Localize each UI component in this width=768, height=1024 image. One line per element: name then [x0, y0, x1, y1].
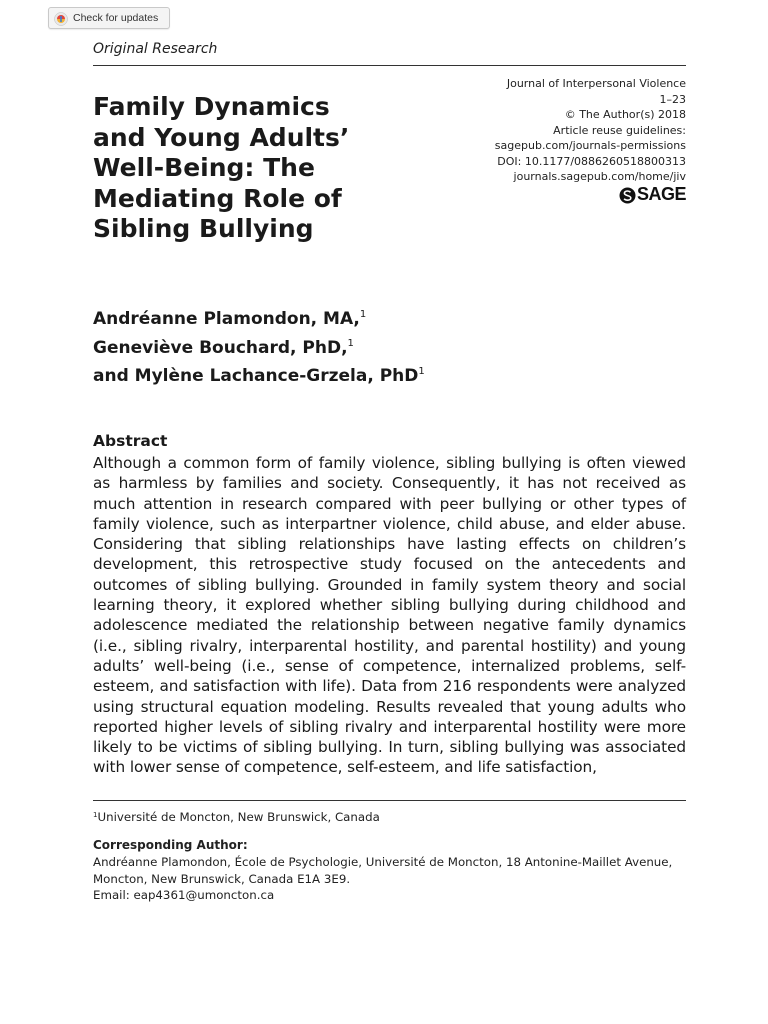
- affiliation-marker: 1: [93, 811, 98, 819]
- sage-logo: [619, 184, 686, 205]
- article-title: [93, 92, 393, 245]
- corresponding-address: Andréanne Plamondon, École de Psychologie, Université de Moncton, 18 Antonine-Maillet Avenue, Moncton, New Brunswick, Canada E1A 3E9.: [93, 855, 673, 886]
- update-badge-icon: [54, 11, 68, 25]
- journal-metadata: [495, 76, 686, 208]
- author-name: Andréanne Plamondon, MA,: [93, 309, 360, 329]
- title-line: Sibling Bullying: [93, 214, 314, 243]
- corresponding-email[interactable]: Email: eap4361@umoncton.ca: [93, 888, 275, 902]
- journal-name: Journal of Interpersonal Violence: [506, 77, 686, 90]
- title-line: and Young Adults’: [93, 122, 350, 152]
- author-list: [93, 303, 425, 389]
- doi[interactable]: DOI: 10.1177/0886260518800313: [497, 154, 686, 168]
- author: [93, 332, 425, 361]
- abstract-text: Although a common form of family violence, sibling bullying is often viewed as harmless by families and society. Consequently, it has not received as much attention in research compared with peer bullying or other types of family violence, such as interpartner violence, child abuse, and elder abuse. Considering that sibling relationships have lasting effects on children’s development, this retrospective study focused on the antecedents and outcomes of sibling bullying. Grounded in family system theory and social learning theory, it explored whether sibling bullying during childhood and adolescence mediated the relationship between negative family dynamics (i.e., sibling rivalry, interparental hostility, and parental hostility) and young adults’ well-being (i.e., sense of competence, internalized problems, self-esteem, and satisfaction with life). Data from 216 respondents were analyzed using structural equation modeling. Results revealed that young adults who reported higher levels of sibling rivalry and interparental hostility were more likely to be victims of sibling bullying. In turn, sibling bullying was associated with lower sense of competence, self-esteem, and life satisfaction,: [93, 454, 686, 777]
- author: [93, 303, 425, 332]
- reuse-guidelines-label: Article reuse guidelines:: [553, 123, 686, 137]
- corresponding-author-heading: Corresponding Author:: [93, 838, 248, 852]
- reuse-guidelines-link[interactable]: sagepub.com/journals-permissions: [494, 139, 686, 152]
- title-line: Mediating Role of: [93, 183, 342, 213]
- affiliation-marker: 1: [418, 366, 425, 377]
- affiliation-footnote: [93, 810, 380, 824]
- author: [93, 360, 425, 389]
- title-line: Family Dynamics: [93, 92, 330, 121]
- title-line: Well-Being: The: [93, 153, 315, 182]
- affiliation-marker: 1: [347, 337, 354, 349]
- corresponding-author-details: [93, 854, 686, 904]
- sage-logo-icon: [619, 187, 636, 204]
- copyright: © The Author(s) 2018: [564, 108, 686, 121]
- abstract-heading: Abstract: [93, 432, 168, 450]
- footnote-divider: [93, 800, 686, 801]
- page-range: 1–23: [659, 92, 686, 106]
- check-for-updates-badge[interactable]: [48, 7, 170, 29]
- sage-logo-text: SAGE: [636, 184, 686, 205]
- journal-homepage-link[interactable]: journals.sagepub.com/home/jiv: [513, 170, 686, 183]
- header-divider: [93, 65, 686, 66]
- check-for-updates-label: Check for updates: [73, 12, 159, 24]
- author-name: and Mylène Lachance-Grzela, PhD: [93, 366, 419, 386]
- affiliation-text: Université de Moncton, New Brunswick, Canada: [97, 810, 380, 824]
- affiliation-marker: 1: [359, 309, 367, 320]
- author-name: Geneviève Bouchard, PhD,: [93, 337, 348, 358]
- article-type-label: Original Research: [93, 41, 218, 57]
